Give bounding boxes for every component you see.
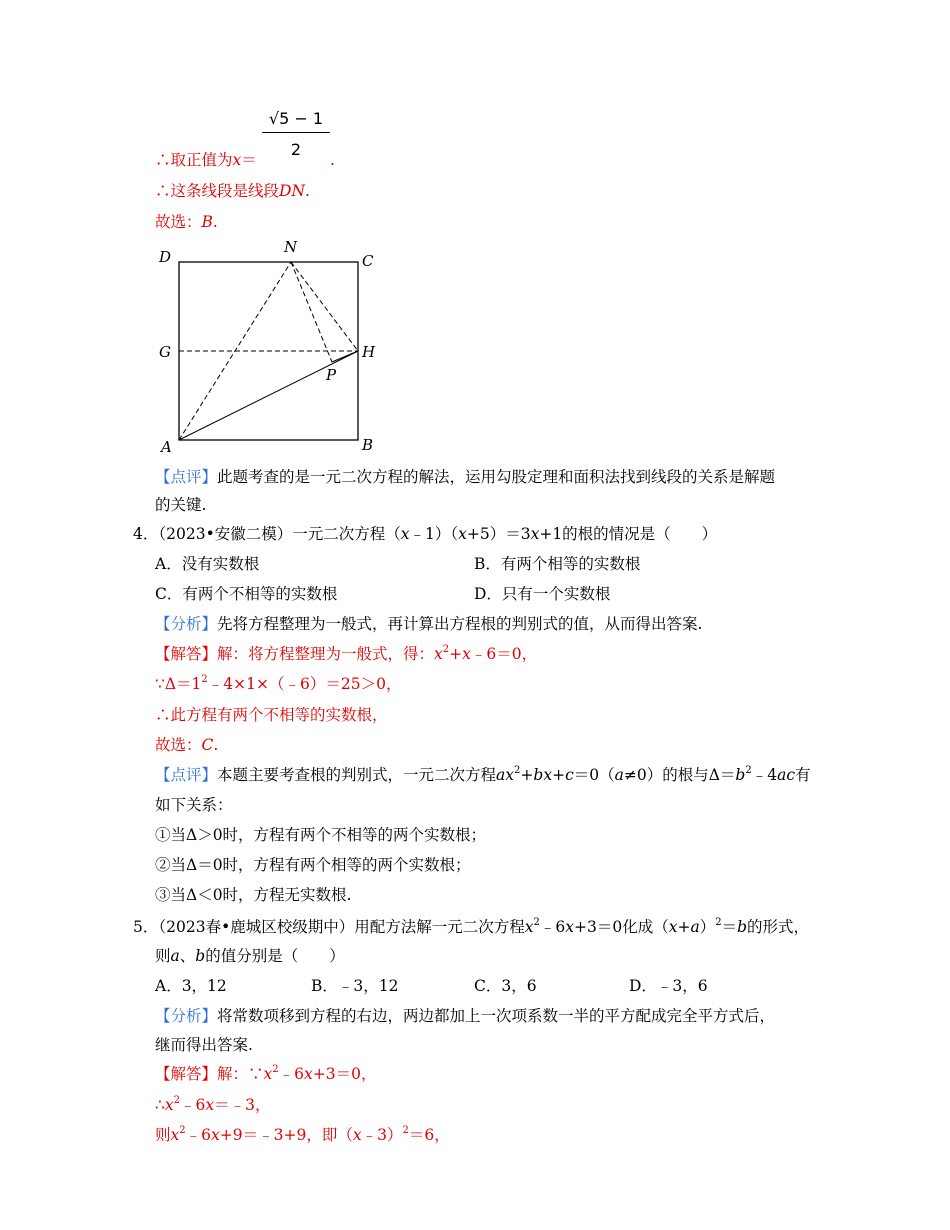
label-a: A [161, 438, 172, 456]
solution-line-positive-root: ∴取正值为x＝ [155, 151, 257, 169]
question-5-step-2: 则$x^2﹣6x+9=﹣3+9$，即（x﹣3）$^2$＝6， [155, 1125, 450, 1144]
question-5-analysis: 【分析】将常数项移到方程的右边，两边都加上一次项系数一半的平方配成完全平方式后， [155, 1007, 776, 1025]
question-4-discriminant: $\because\Delta=1^2﹣4\times 1\times(﹣6)=25>0$， [155, 674, 402, 693]
question-4-choice: 故选：C. [155, 736, 219, 754]
fraction-numerator: √5 − 1 [268, 109, 324, 128]
review-tag: 【点评】 [155, 468, 218, 486]
label-d: D [159, 248, 172, 266]
review-line-2: 的关键. [155, 496, 207, 514]
question-5-answer: 【解答】解：$\because x^2﹣6x+3=0$， [155, 1064, 377, 1083]
question-4-option-b[interactable]: B．有两个相等的实数根 [474, 555, 641, 573]
fraction-sqrt5-minus-1-over-2 [262, 108, 330, 161]
question-5-option-b[interactable]: B．﹣3，12 [311, 977, 399, 995]
question-4-case-1: ①当Δ＞0时，方程有两个不相等的两个实数根； [155, 826, 487, 844]
question-4-case-2: ②当Δ＝0时，方程有两个相等的两个实数根； [155, 856, 471, 874]
solution-line-choice-b: 故选：B. [155, 213, 218, 231]
question-4-answer: 【解答】解：将方程整理为一般式，得：$x^2+x﹣6=0$， [155, 644, 538, 663]
label-h: H [362, 343, 376, 361]
label-p: P [326, 366, 337, 384]
analysis-tag: 【分析】 [155, 1007, 218, 1025]
question-5-option-c[interactable]: C．3，6 [474, 977, 537, 995]
segment-np [291, 262, 332, 362]
solution-line-segment-dn: ∴这条线段是线段DN. [155, 182, 310, 200]
answer-tag: 【解答】 [155, 1065, 218, 1083]
answer-tag: 【解答】 [155, 645, 218, 663]
analysis-tag: 【分析】 [155, 615, 218, 633]
question-5-stem-line-2: 则a、b的值分别是（ ） [155, 947, 345, 965]
solution-line-positive-root-period: . [330, 151, 335, 169]
fraction-denominator: 2 [290, 140, 302, 159]
question-4-case-3: ③当Δ＜0时，方程无实数根. [155, 886, 352, 904]
segment-ah [179, 351, 358, 440]
question-4-review-line-2: 如下关系： [155, 796, 233, 814]
question-5-option-a[interactable]: A．3，12 [155, 977, 227, 995]
question-5-analysis-line-2: 继而得出答案. [155, 1036, 253, 1054]
label-c: C [362, 252, 374, 270]
fraction-bar [262, 132, 330, 133]
question-4-review: 【点评】本题主要考查根的判别式，一元二次方程$ax^2+bx+c=0(a\ne 0)$的根与$\Delta=b^2﹣4ac$有 [155, 765, 811, 784]
segment-ph [332, 351, 358, 362]
question-4-option-a[interactable]: A．没有实数根 [155, 555, 260, 573]
label-g: G [159, 343, 171, 361]
label-n: N [284, 238, 298, 256]
question-4-analysis: 【分析】先将方程整理为一般式，再计算出方程根的判别式的值，从而得出答案. [155, 615, 703, 633]
question-4-stem: 4．（2023•安徽二模）一元二次方程（x﹣1）（x+5）＝3x+1的根的情况是（ ） [133, 525, 718, 543]
label-b: B [362, 436, 374, 454]
question-5-stem: 5．（2023春•鹿城区校级期中）用配方法解一元二次方程$x^2﹣6x+3=0$化成$(x+a)^2=b$的形式， [133, 917, 810, 936]
question-4-conclusion: ∴此方程有两个不相等的实数根， [155, 706, 388, 724]
question-4-option-c[interactable]: C．有两个不相等的实数根 [155, 585, 338, 603]
question-5-step-1: $\therefore x^2﹣6x=﹣3$， [155, 1095, 271, 1114]
square-geometry-figure [150, 238, 390, 458]
segment-nh [291, 262, 358, 351]
review-tag: 【点评】 [155, 766, 218, 784]
question-5-option-d[interactable]: D．﹣3，6 [629, 977, 708, 995]
review-line-1: 【点评】此题考查的是一元二次方程的解法，运用勾股定理和面积法找到线段的关系是解题 [155, 468, 776, 486]
question-4-option-d[interactable]: D．只有一个实数根 [474, 585, 611, 603]
